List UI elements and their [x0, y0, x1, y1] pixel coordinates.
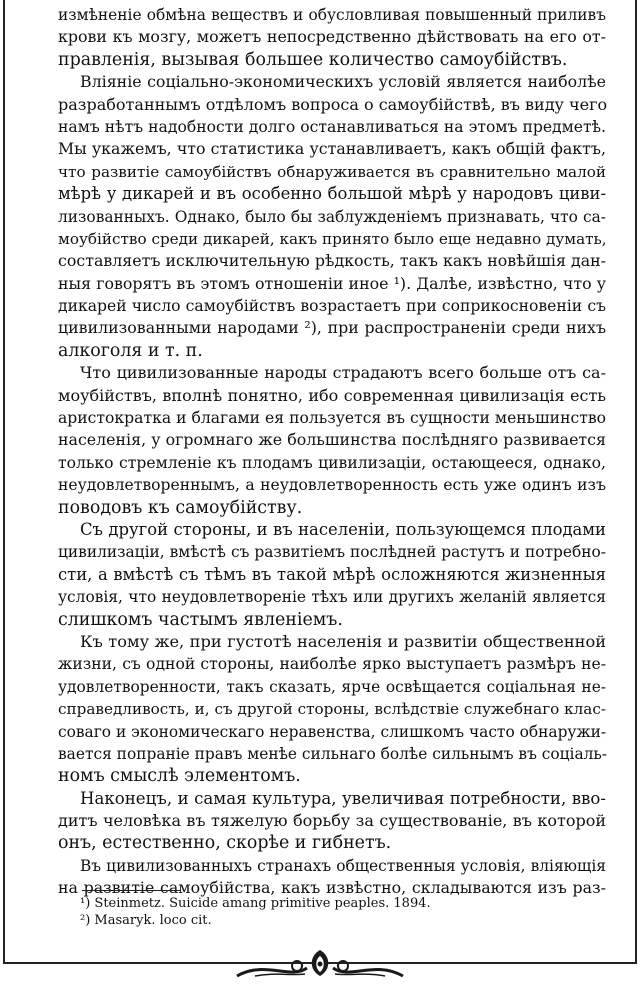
text-line: Что цивилизованные народы страдаютъ всего больше отъ са-	[80, 363, 606, 383]
text-line: онъ, естественно, скорѣе и гибнетъ.	[58, 833, 392, 854]
text-line: моубійствъ, вполнѣ понятно, ибо современная цивилизація есть	[58, 385, 606, 405]
text-line: поводовъ къ самоубійству.	[58, 497, 303, 518]
text-line: справедливость, и, съ другой стороны, вслѣдствіе служебнаго клас-	[58, 700, 606, 719]
text-line: соваго и экономическаго неравенства, слишкомъ часто обнаружи-	[58, 722, 607, 741]
text-line: Съ другой стороны, и въ населеніи, пользующемся плодами	[80, 519, 606, 539]
text-line: дикарей число самоубійствъ возрастаетъ при соприкосновеніи съ	[58, 297, 606, 316]
text-line: крови къ мозгу, можетъ непосредственно дѣйствовать на его от-	[58, 27, 606, 47]
text-line: цивилизованными народами ²), при распространеніи среди нихъ	[58, 318, 606, 338]
text-line: сти, а вмѣстѣ съ тѣмъ въ такой мѣрѣ осложняются жизненныя	[58, 564, 606, 584]
text-line: только стремленіе къ плодамъ цивилизаціи, остающееся, однако,	[58, 453, 606, 472]
text-line: населенія, у огромнаго же большинства послѣдняго развивается	[58, 430, 606, 450]
text-line: дитъ человѣка въ тяжелую борьбу за существованіе, въ которой	[58, 811, 606, 831]
footnote-2: ²) Masaryk. loco cit.	[80, 913, 212, 928]
text-line: на развитіе самоубійства, какъ извѣстно, складываются изъ раз-	[58, 878, 606, 898]
text-line: Мы укажемъ, что статистика устанавливаетъ, какъ общій фактъ,	[58, 139, 606, 159]
text-line: условія, что неудовлетвореніе тѣхъ или другихъ желаній является	[58, 588, 606, 607]
text-line: Наконецъ, и самая культура, увеличивая потребности, вво-	[80, 788, 606, 808]
text-line: что развитіе самоубійствъ обнаруживается въ сравнительно малой	[58, 162, 606, 181]
footnote-1: ¹) Steinmetz. Suicide amang primitive peaples. 1894.	[80, 896, 431, 911]
text-line: цивилизаціи, вмѣстѣ съ развитіемъ послѣдней растутъ и потребно-	[58, 543, 606, 562]
body-text	[58, 4, 606, 900]
text-line: мѣрѣ у дикарей и въ особенно большой мѣрѣ у народовъ циви-	[58, 184, 606, 204]
text-line: составляетъ исключительную рѣдкость, такъ какъ новѣйшія дан-	[58, 251, 606, 271]
text-line: вается попраніе правъ менѣе сильнаго болѣе сильнымъ въ соціаль-	[58, 744, 607, 763]
text-line: удовлетворенности, такъ сказать, ярче освѣщается соціальная не-	[58, 677, 606, 696]
text-line: разработаннымъ отдѣломъ вопроса о самоубійствѣ, въ виду чего	[58, 94, 608, 114]
text-line: аристократка и благами ея пользуется въ сущности меньшинство	[58, 409, 606, 428]
text-line: Къ тому же, при густотѣ населенія и развитіи общественной	[80, 631, 606, 651]
text-line: ныя говорятъ въ этомъ отношеніи иное ¹). Далѣе, извѣстно, что у	[58, 273, 606, 293]
text-line: лизованныхъ. Однако, было бы заблужденіемъ признавать, что са-	[58, 207, 606, 226]
text-line: Вліяніе соціально-экономическихъ условій является наиболѣе	[80, 72, 606, 92]
text-line: слишкомъ частымъ явленіемъ.	[58, 609, 343, 630]
scroll-ornament-icon	[235, 946, 405, 982]
text-line: моубійство среди дикарей, какъ принято было еще недавно думать,	[58, 229, 607, 248]
footnotes	[58, 890, 606, 929]
text-line: правленія, вызывая большее количество самоубійствъ.	[58, 49, 568, 70]
text-line: измѣненіе обмѣна веществъ и обусловливая повышенный приливъ	[58, 6, 606, 24]
text-line: неудовлетвореннымъ, а неудовлетворенность есть уже одинъ изъ	[58, 476, 606, 495]
text-line: Въ цивилизованныхъ странахъ общественныя условія, вліяющія	[80, 856, 606, 875]
text-line: намъ нѣтъ надобности долго останавливаться на этомъ предметѣ.	[58, 117, 606, 136]
text-line: номъ смыслѣ элементомъ.	[58, 766, 301, 787]
text-line: алкоголя и т. п.	[58, 340, 203, 361]
footnote-rule	[82, 890, 180, 891]
text-line: жизни, съ одной стороны, наиболѣе ярко выступаетъ размѣръ не-	[58, 655, 606, 674]
